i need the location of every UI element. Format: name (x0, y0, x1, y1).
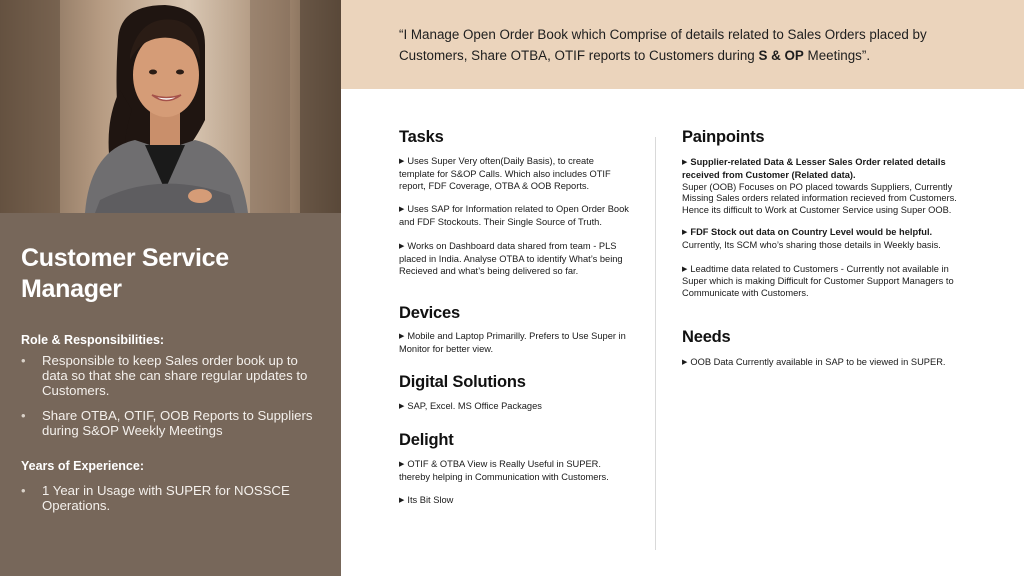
experience-item: • 1 Year in Usage with SUPER for NOSSCE Operations. (21, 483, 321, 513)
needs-heading: Needs (682, 327, 731, 346)
digital-solutions-heading: Digital Solutions (399, 372, 526, 391)
column-divider (655, 137, 656, 550)
triangle-bullet-icon: ▶ (399, 460, 405, 468)
experience-heading: Years of Experience: (21, 459, 144, 473)
quote-band (341, 0, 1024, 89)
task-item: ▶ Works on Dashboard data shared from team - PLS placed in India. Analyse OTBA to identify What’s being Recieved and what’s being delivered so far. (399, 240, 623, 276)
triangle-bullet-icon: ▶ (682, 358, 688, 366)
delight-item: ▶ Its Bit Slow (399, 495, 454, 506)
left-content-column (399, 128, 631, 508)
persona-photo (0, 0, 341, 213)
delight-heading: Delight (399, 430, 454, 449)
persona-title: Customer Service Manager (21, 244, 229, 303)
role-item: • Responsible to keep Sales order book up to data so that she can share regular updates to Customers. (21, 353, 321, 398)
painpoint-item: ▶ Supplier-related Data & Lesser Sales Order related details received from Customer (Related data). Super (OOB) Focuses on PO placed towards Suppliers, Currently Missing Sales orders related information recieved from Customers. Hence its difficult to Work at Customer Service using Super OOB. (682, 157, 957, 216)
triangle-bullet-icon: ▶ (682, 228, 688, 236)
persona-quote (399, 24, 959, 66)
digital-item: ▶ SAP, Excel. MS Office Packages (399, 400, 542, 411)
persona-panel (0, 213, 341, 576)
device-item: ▶ Mobile and Laptop Primarilly. Prefers to Use Super in Monitor for better view. (399, 331, 626, 355)
triangle-bullet-icon: ▶ (399, 158, 405, 165)
painpoint-item: ▶ FDF Stock out data on Country Level would be helpful. Currently, Its SCM who’s sharing those details in Weekly basis. (682, 226, 941, 250)
delight-item: ▶ OTIF & OTBA View is Really Useful in SUPER. thereby helping in Communication with Customers. (399, 458, 609, 482)
devices-heading: Devices (399, 304, 460, 323)
experience-list (21, 483, 321, 523)
role-list (21, 353, 321, 448)
need-item: ▶ OOB Data Currently available in SAP to be viewed in SUPER. (682, 356, 946, 367)
triangle-bullet-icon: ▶ (399, 333, 405, 341)
tasks-heading: Tasks (399, 128, 444, 146)
persona-portrait-illustration (0, 0, 341, 213)
task-item: ▶ Uses Super Very often(Daily Basis), to create template for S&OP Calls. Which also includes OTIF report, FDF Coverage, OTBA & OOB Reports. (399, 156, 611, 191)
triangle-bullet-icon: ▶ (682, 265, 688, 273)
role-heading: Role & Responsibilities: (21, 333, 165, 347)
painpoints-heading: Painpoints (682, 128, 765, 146)
triangle-bullet-icon: ▶ (399, 402, 405, 410)
quote-bold: S & OP (758, 48, 804, 63)
right-content-column (682, 128, 962, 370)
role-item: • Share OTBA, OTIF, OOB Reports to Suppliers during S&OP Weekly Meetings (21, 408, 321, 438)
triangle-bullet-icon: ▶ (682, 159, 688, 166)
painpoint-item: ▶ Leadtime data related to Customers - Currently not available in Super which is making Difficult for Customer Support Managers to Communicate with Customers. (682, 263, 954, 299)
quote-end: Meetings”. (803, 48, 871, 63)
task-item: ▶ Uses SAP for Information related to Open Order Book and FDF Stockouts. Their Single Source of Truth. (399, 204, 629, 228)
triangle-bullet-icon: ▶ (399, 497, 405, 505)
quote-text: “I Manage Open Order Book which Comprise of details related to Sales Orders placed by Customers, Share OTBA, OTIF reports to Customers during (399, 27, 927, 63)
triangle-bullet-icon: ▶ (399, 242, 405, 250)
triangle-bullet-icon: ▶ (399, 206, 405, 214)
